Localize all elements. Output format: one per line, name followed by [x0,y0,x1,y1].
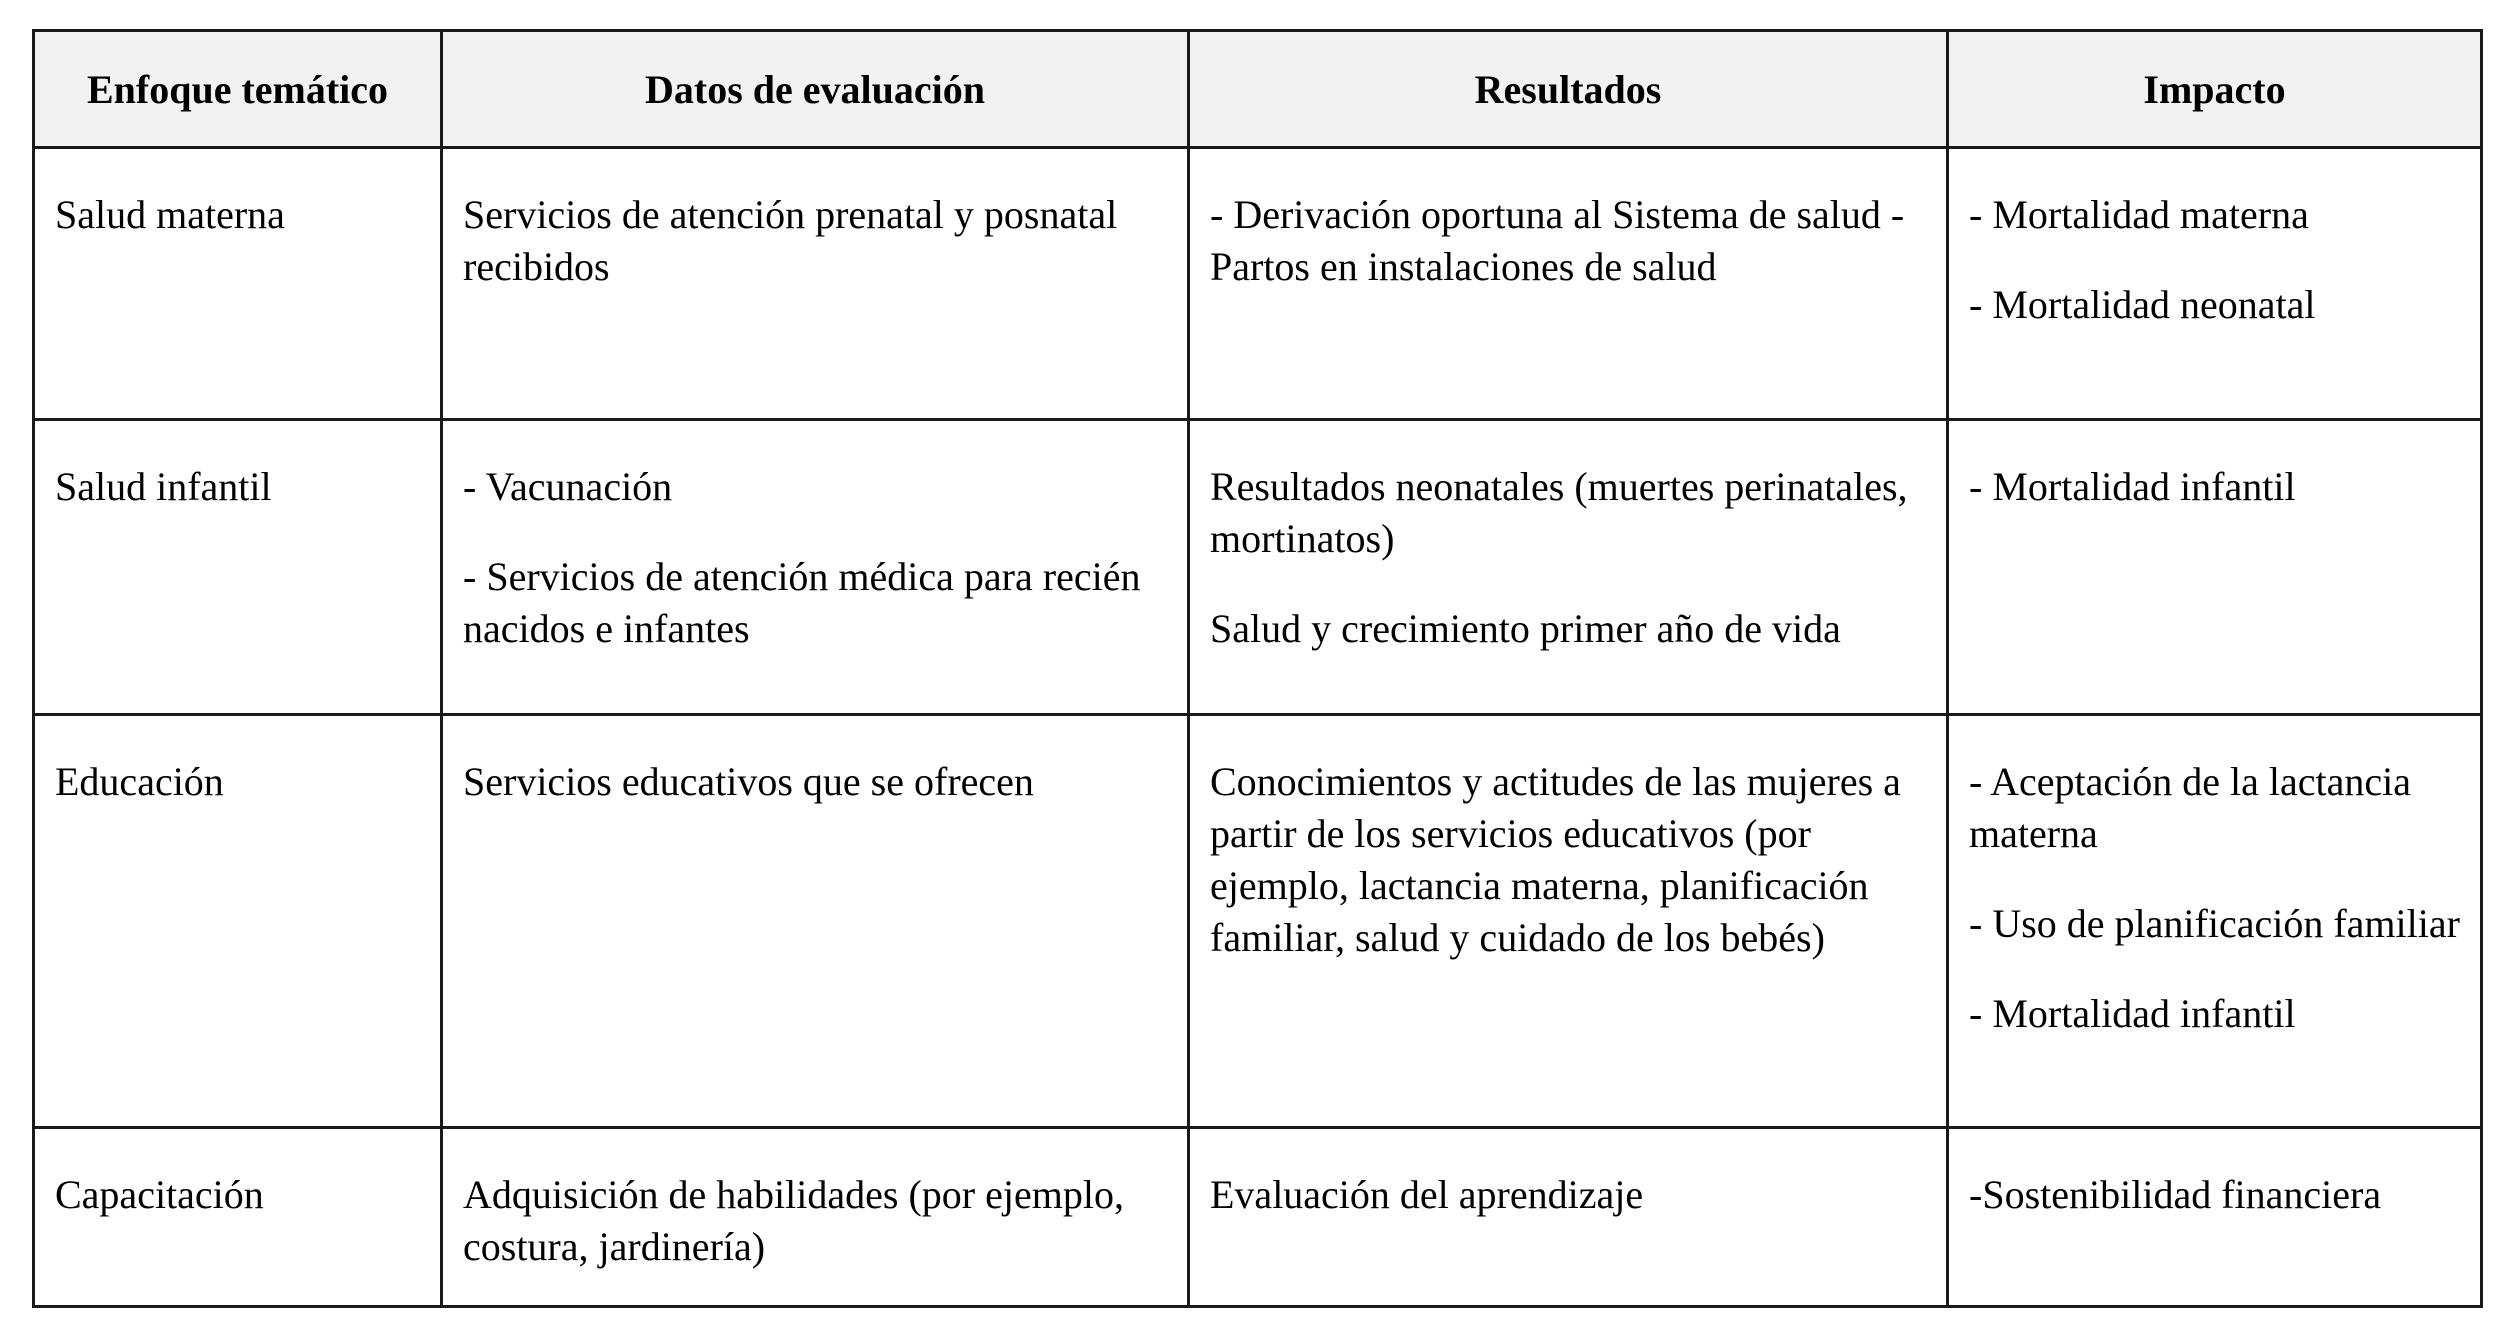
evaluation-table [32,29,2483,1308]
cell-impact [1948,1128,2482,1307]
cell-line: - Aceptación de la lactancia materna [1969,759,2411,856]
cell-line: Resultados neonatales (muertes perinatales, mortinatos) [1210,464,1908,561]
cell-data [442,148,1189,420]
cell-data [442,1128,1189,1307]
cell-line: - Derivación oportuna al Sistema de salud - Partos en instalaciones de salud [1210,192,1905,289]
table-row [34,1128,2482,1307]
cell-impact [1948,148,2482,420]
cell-line: - Mortalidad infantil [1969,464,2296,509]
cell-focus: Salud infantil [34,420,442,715]
cell-line: Conocimientos y actitudes de las mujeres a partir de los servicios educativos (por ejemplo, lactancia materna, planificación familiar, salud y cuidado de los bebés) [1210,759,1901,960]
cell-line: Salud y crecimiento primer año de vida [1210,606,1841,651]
cell-line: - Mortalidad materna [1969,192,2309,237]
header-row [34,31,2482,148]
cell-line: Servicios de atención prenatal y posnatal recibidos [463,192,1118,289]
cell-line: Adquisición de habilidades (por ejemplo, costura, jardinería) [463,1172,1124,1269]
table-row [34,148,2482,420]
cell-data [442,420,1189,715]
cell-results [1189,148,1948,420]
header-impact: Impacto [1948,31,2482,148]
header-focus: Enfoque temático [34,31,442,148]
cell-line: Servicios educativos que se ofrecen [463,759,1034,804]
cell-line: - Mortalidad neonatal [1969,282,2316,327]
cell-line: Evaluación del aprendizaje [1210,1172,1644,1217]
cell-impact [1948,715,2482,1128]
cell-results [1189,1128,1948,1307]
cell-focus: Capacitación [34,1128,442,1307]
cell-line: - Mortalidad infantil [1969,991,2296,1036]
table-row [34,420,2482,715]
cell-line: - Vacunación [463,464,673,509]
header-results: Resultados [1189,31,1948,148]
cell-line: - Servicios de atención médica para recién nacidos e infantes [463,554,1141,651]
cell-focus: Salud materna [34,148,442,420]
header-data: Datos de evaluación [442,31,1189,148]
cell-line: -Sostenibilidad financiera [1969,1172,2382,1217]
cell-results [1189,715,1948,1128]
cell-data [442,715,1189,1128]
cell-focus: Educación [34,715,442,1128]
cell-impact [1948,420,2482,715]
cell-line: - Uso de planificación familiar [1969,901,2460,946]
cell-results [1189,420,1948,715]
table-row [34,715,2482,1128]
